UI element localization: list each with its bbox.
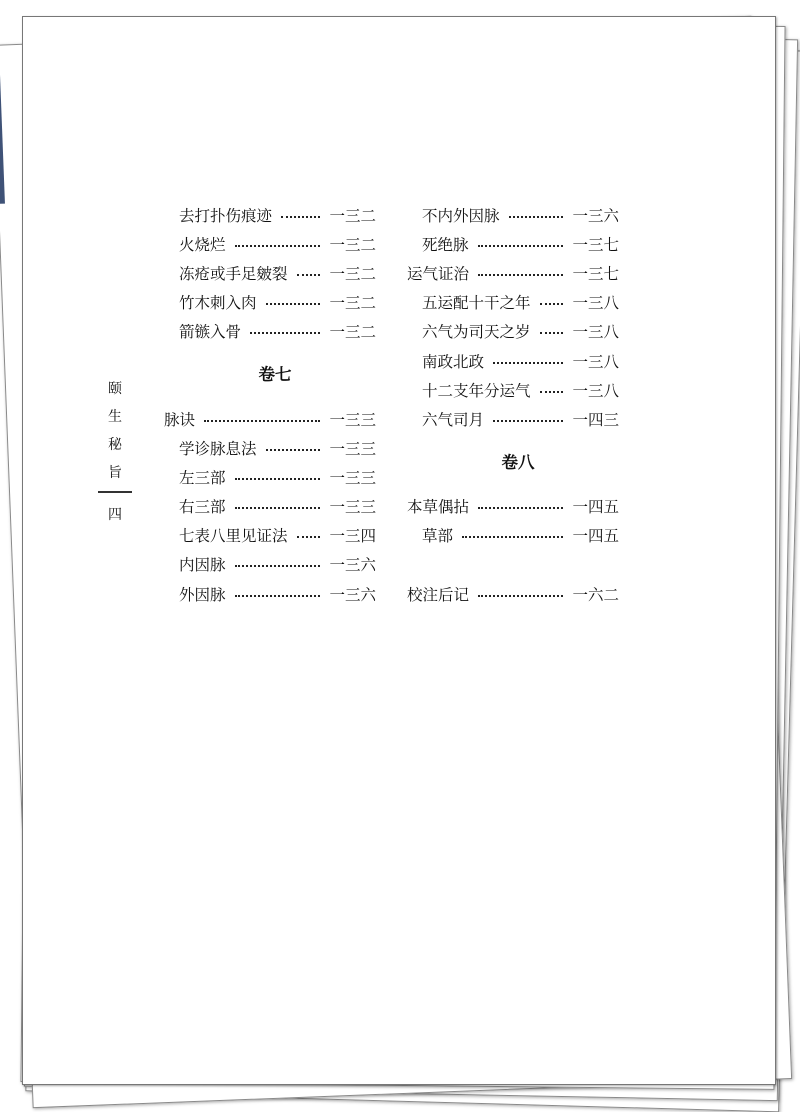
toc-entry-title: 运气证治 <box>407 264 470 283</box>
toc-column-left <box>164 200 376 608</box>
toc-entry-title: 脉诀 <box>164 410 196 429</box>
toc-entry-page: 一三八 <box>572 323 619 342</box>
toc-entry-page: 一三六 <box>329 585 376 604</box>
toc-entry-title: 草部 <box>422 527 454 546</box>
toc-entry-page: 一四五 <box>572 527 619 546</box>
dot-leader <box>297 274 321 276</box>
toc-entry-page: 一三二 <box>329 235 376 254</box>
spacer <box>407 550 619 579</box>
toc-entry-title: 学诊脉息法 <box>179 439 257 458</box>
toc-entry-page: 一三三 <box>329 468 376 487</box>
toc-entry[interactable] <box>164 433 376 462</box>
toc-entry-page: 一三六 <box>329 556 376 575</box>
running-head-rule <box>98 491 132 493</box>
toc-entry-title: 死绝脉 <box>422 235 469 254</box>
dot-leader <box>235 507 321 509</box>
dot-leader <box>478 595 563 597</box>
toc-entry-title: 外因脉 <box>179 585 226 604</box>
toc-entry-title: 右三部 <box>179 498 226 517</box>
dot-leader <box>266 303 321 305</box>
toc-entry-title: 七表八里见证法 <box>179 527 288 546</box>
dot-leader <box>235 245 321 247</box>
toc-entry-page: 一三八 <box>572 381 619 400</box>
toc-entry-page: 一三八 <box>572 294 619 313</box>
toc-entry-title: 冻疮或手足皴裂 <box>179 264 288 283</box>
toc-entry-page: 一三三 <box>329 439 376 458</box>
toc-entry[interactable] <box>407 404 619 433</box>
toc-entry[interactable] <box>407 492 619 521</box>
toc-entry-title: 去打扑伤痕迹 <box>179 206 273 225</box>
dot-leader <box>478 274 563 276</box>
dot-leader <box>493 420 563 422</box>
dot-leader <box>281 216 320 218</box>
dot-leader <box>478 245 564 247</box>
dot-leader <box>540 332 564 334</box>
running-head-char: 旨 <box>108 465 122 481</box>
toc-entry-title: 火烧烂 <box>179 235 226 254</box>
toc-entry-page: 一三七 <box>572 264 619 283</box>
toc-entry[interactable] <box>164 492 376 521</box>
dot-leader <box>297 536 321 538</box>
section-heading: 卷七 <box>258 364 292 384</box>
toc-entry[interactable] <box>164 317 376 346</box>
toc-entry[interactable] <box>164 521 376 550</box>
toc-entry-title: 竹木刺入肉 <box>179 294 257 313</box>
toc-entry[interactable] <box>164 288 376 317</box>
toc-entry[interactable] <box>407 258 619 287</box>
toc-entry-title: 不内外因脉 <box>422 206 500 225</box>
dot-leader <box>235 478 321 480</box>
toc-entry-title: 本草偶拈 <box>407 498 470 517</box>
toc-entry-title: 六气为司天之岁 <box>422 323 531 342</box>
running-head-char: 秘 <box>108 437 122 453</box>
toc-entry[interactable] <box>164 550 376 579</box>
dot-leader <box>478 507 563 509</box>
toc-entry-title: 校注后记 <box>407 585 470 604</box>
dot-leader <box>250 332 320 334</box>
running-head <box>95 375 135 527</box>
toc-entry-title: 内因脉 <box>179 556 226 575</box>
toc-entry[interactable] <box>164 404 376 433</box>
toc-entry[interactable] <box>407 521 619 550</box>
dot-leader <box>540 303 564 305</box>
toc-entry-page: 一三三 <box>329 498 376 517</box>
toc-entry[interactable] <box>407 200 619 229</box>
section-heading: 卷八 <box>501 452 535 472</box>
dot-leader <box>540 391 564 393</box>
toc-entry[interactable] <box>164 579 376 608</box>
toc-entry-title: 箭镞入骨 <box>179 323 242 342</box>
running-head-char: 颐 <box>108 381 122 397</box>
toc-entry-page: 一三七 <box>572 235 619 254</box>
toc-entry-title: 六气司月 <box>422 410 485 429</box>
toc-entry-page: 一六二 <box>572 585 619 604</box>
document-page <box>22 16 776 1085</box>
toc-entry[interactable] <box>164 200 376 229</box>
toc-entry-page: 一三四 <box>329 527 376 546</box>
toc-entry-page: 一四三 <box>572 410 619 429</box>
toc-entry-page: 一四五 <box>572 498 619 517</box>
toc-entry-title: 左三部 <box>179 468 226 487</box>
dot-leader <box>235 595 321 597</box>
toc-entry-page: 一三二 <box>329 323 376 342</box>
toc-entry-page: 一三二 <box>329 264 376 283</box>
toc-entry-title: 五运配十干之年 <box>422 294 531 313</box>
toc-entry[interactable] <box>407 375 619 404</box>
dot-leader <box>493 362 563 364</box>
dot-leader <box>235 565 321 567</box>
toc-entry[interactable] <box>164 229 376 258</box>
dot-leader <box>509 216 564 218</box>
toc-entry-page: 一三二 <box>329 206 376 225</box>
toc-entry-title: 十二支年分运气 <box>422 381 531 400</box>
dot-leader <box>462 536 563 538</box>
toc-entry[interactable] <box>407 288 619 317</box>
toc-entry-page: 一三八 <box>572 352 619 371</box>
dot-leader <box>266 449 321 451</box>
toc-entry[interactable] <box>407 229 619 258</box>
toc-entry-page: 一三三 <box>329 410 376 429</box>
toc-entry[interactable] <box>164 462 376 491</box>
running-head-char: 生 <box>108 409 122 425</box>
page-number: 四 <box>108 507 122 523</box>
toc-entry-title: 南政北政 <box>422 352 485 371</box>
toc-entry[interactable] <box>407 346 619 375</box>
toc-entry[interactable] <box>407 579 619 608</box>
toc-entry[interactable] <box>164 258 376 287</box>
toc-entry-page: 一三二 <box>329 294 376 313</box>
toc-entry-page: 一三六 <box>572 206 619 225</box>
toc-column-right <box>407 200 619 608</box>
toc-entry[interactable] <box>407 317 619 346</box>
cover-edge-blue <box>0 64 5 204</box>
dot-leader <box>204 420 320 422</box>
